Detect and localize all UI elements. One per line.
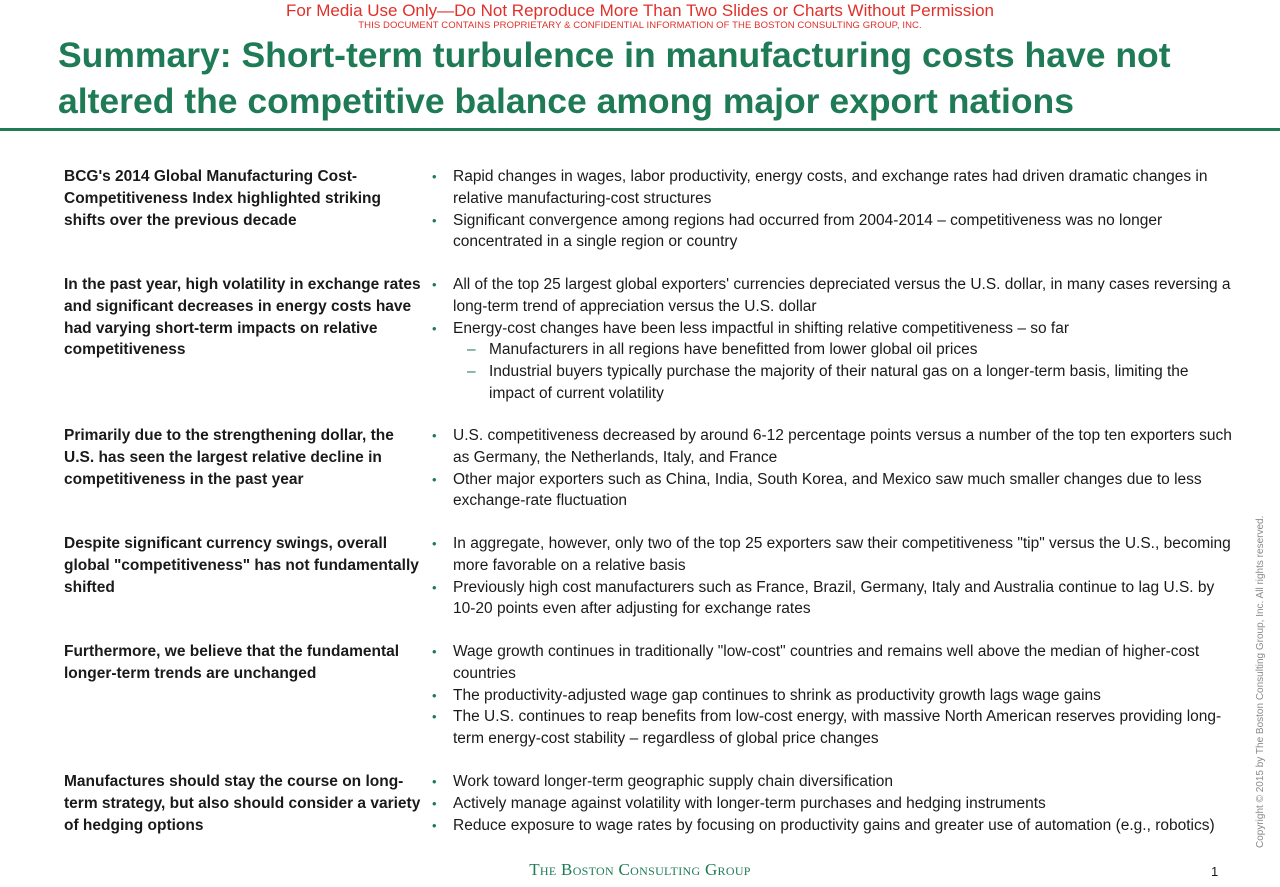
media-use-notice: For Media Use Only—Do Not Reproduce More Than Two Slides or Charts Without Permission [286,1,994,20]
sub-bullet-item: – Manufacturers in all regions have benefitted from lower global oil prices [430,339,1238,361]
sub-bullet-item: – Industrial buyers typically purchase the majority of their natural gas on a longer-term basis, limiting the impact of current volatility [467,363,1189,402]
row-heading: Furthermore, we believe that the fundamental longer-term trends are unchanged [64,643,400,682]
bullet-dot-icon: • [432,169,437,184]
bullet-item: • Actively manage against volatility with longer-term purchases and hedging instruments [430,793,1238,815]
title-divider [0,128,1280,131]
bullet-dot-icon: • [432,277,437,292]
bullet-dot-icon: • [432,774,437,789]
bullet-dot-icon: • [432,795,437,811]
bullet-dot-icon: • [432,428,437,443]
confidentiality-notice: THIS DOCUMENT CONTAINS PROPRIETARY & CONFIDENTIAL INFORMATION OF THE BOSTON CONSULTING GROUP, INC. [358,20,922,31]
bcg-logo: The Boston Consulting Group [529,860,751,879]
row-bullets [430,533,1238,620]
bullet-item: • Significant convergence among regions had occurred from 2004-2014 – competitiveness was no longer concentrated in a single region or country [432,211,1163,251]
bullet-item: • Rapid changes in wages, labor productivity, energy costs, and exchange rates had driven dramatic changes in relative manufacturing-cost structures [432,168,1208,207]
row-heading: BCG's 2014 Global Manufacturing Cost-Competitiveness Index highlighted striking shifts over the previous decade [64,168,381,229]
row-bullets [430,274,1238,405]
bullet-item: • Previously high cost manufacturers such as France, Brazil, Germany, Italy and Australia continue to lag U.S. by 10-20 points even after adjusting for exchange rates [432,578,1215,618]
bullet-item: • Wage growth continues in traditionally "low-cost" countries and remains well above the median of higher-cost countries [432,643,1200,682]
row-bullets [430,425,1238,512]
bullet-item: • U.S. competitiveness decreased by around 6-12 percentage points versus a number of the top ten exporters such as Germany, the Netherlands, Italy, and France [432,427,1232,466]
row-bullets [430,641,1238,750]
row-heading: In the past year, high volatility in exchange rates and significant decreases in energy costs have had varying short-term impacts on relative competitiveness [64,276,421,359]
bullet-dot-icon: • [432,687,437,703]
page-title: Summary: Short-term turbulence in manufacturing costs have not altered the competitive balance among major export nations [58,35,1171,121]
bullet-item: • Other major exporters such as China, India, South Korea, and Mexico saw much smaller changes due to less exchange-rate fluctuation [432,470,1202,510]
row-heading: Despite significant currency swings, overall global "competitiveness" has not fundamentally shifted [64,535,419,596]
bullet-dot-icon: • [432,471,437,487]
bullet-dot-icon: • [432,320,437,336]
bullet-item: • Energy-cost changes have been less impactful in shifting relative competitiveness – so far [430,318,1238,340]
bullet-dot-icon: • [432,817,437,833]
bullet-item: • Work toward longer-term geographic supply chain diversification [430,771,1238,793]
row-heading: Manufactures should stay the course on long-term strategy, but also should consider a variety of hedging options [64,773,421,834]
bullet-item: • In aggregate, however, only two of the top 25 exporters saw their competitiveness "tip" versus the U.S., becoming more favorable on a relative basis [432,535,1231,574]
bullet-dot-icon: • [432,709,437,725]
dash-icon: – [467,341,476,359]
bullet-item: • All of the top 25 largest global exporters' currencies depreciated versus the U.S. dollar, in many cases reversing a long-term trend of appreciation versus the U.S. dollar [432,276,1231,315]
row-bullets [430,166,1238,253]
bullet-dot-icon: • [432,536,437,551]
row-heading: Primarily due to the strengthening dollar, the U.S. has seen the largest relative decline in competitiveness in the past year [64,427,394,488]
bullet-item: • Reduce exposure to wage rates by focusing on productivity gains and greater use of automation (e.g., robotics) [430,815,1238,837]
bullet-item: • The productivity-adjusted wage gap continues to shrink as productivity growth lags wage gains [430,685,1238,707]
dash-icon: – [467,363,476,381]
copyright-notice: Copyright © 2015 by The Boston Consulting Group, Inc. All rights reserved. [1255,515,1266,848]
bullet-dot-icon: • [432,579,437,595]
row-bullets [430,771,1238,836]
bullet-item: • The U.S. continues to reap benefits from low-cost energy, with massive North American reserves providing long-term energy-cost stability – regardless of global price changes [432,708,1222,748]
bullet-dot-icon: • [432,212,437,228]
bullet-dot-icon: • [432,644,437,659]
page-number: 1 [1211,864,1219,879]
